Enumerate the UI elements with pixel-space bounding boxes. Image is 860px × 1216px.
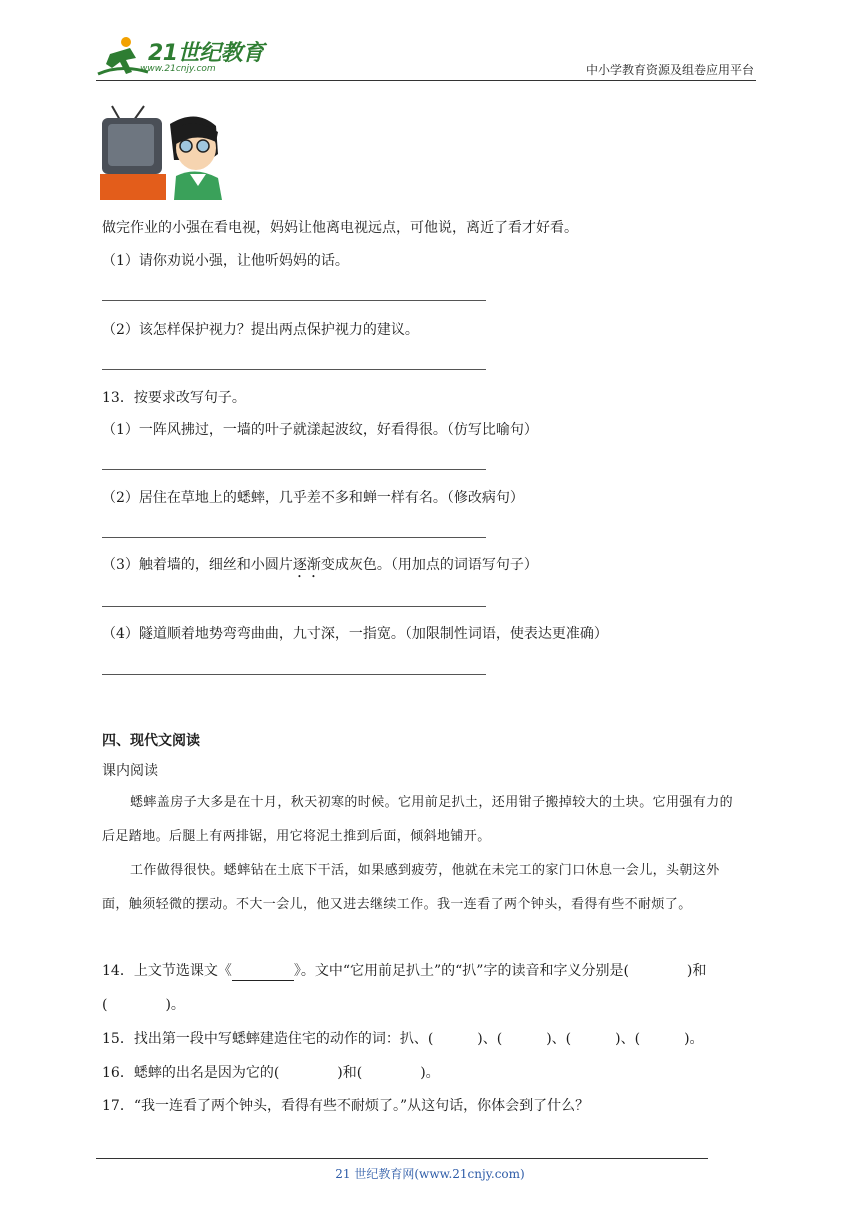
section-subtitle: 课内阅读	[102, 763, 158, 779]
page-footer: 21 世纪教育网(www.21cnjy.com)	[335, 1167, 525, 1181]
q14-text-a: 14．上文节选课文《	[102, 963, 232, 979]
answer-line[interactable]	[102, 300, 486, 301]
reading-paragraph-1: 蟋蟀盖房子大多是在十月，秋天初寒的时候。它用前足扒土，还用钳子搬掉较大的土块。它用强有力的后足踏地。后腿上有两排锯，用它将泥土推到后面，倾斜地铺开。	[102, 795, 734, 844]
q15-sep: )、(	[615, 1031, 641, 1047]
answer-line[interactable]	[102, 537, 486, 538]
logo-text: 21世纪教育	[148, 41, 264, 66]
boy-watching-tv-illustration	[100, 104, 222, 200]
pinyin-blank[interactable]	[629, 962, 687, 980]
q13-sub4: （4）隧道顺着地势弯弯曲曲，九寸深，一指宽。（加限制性词语，使表达更准确）	[102, 626, 608, 642]
answer-blank[interactable]	[362, 1064, 420, 1082]
q15-sep: )、(	[477, 1031, 503, 1047]
reading-paragraph-2: 工作做得很快。蟋蟀钻在土底下干活，如果感到疲劳，他就在未完工的家门口休息一会儿，头朝这外面，触须轻微的摆动。不大一会儿，他又进去继续工作。我一连看了两个钟头，看得有些不耐烦了。	[102, 863, 720, 912]
q13-sub3-pre: （3）触着墙的，细丝和小圆片	[102, 557, 293, 573]
answer-line[interactable]	[102, 469, 486, 470]
q14-line-1	[102, 962, 706, 981]
q14-text-b: 》。文中“它用前足扒土”的“扒”字的读音和字义分别是(	[293, 963, 629, 979]
answer-blank[interactable]	[571, 1030, 615, 1048]
q15-text-a: 15．找出第一段中写蟋蟀建造住宅的动作的词：扒、(	[102, 1031, 434, 1047]
q14-text-c: )和	[686, 963, 707, 979]
q17-text: 17．“我一连看了两个钟头，看得有些不耐烦了。”从这句话，你体会到了什么？	[102, 1098, 590, 1114]
answer-line[interactable]	[102, 674, 486, 675]
answer-line[interactable]	[102, 369, 486, 370]
q14-text-e: )。	[165, 997, 185, 1013]
answer-line[interactable]	[102, 606, 486, 607]
q14-line-2	[102, 996, 185, 1014]
title-blank[interactable]	[232, 962, 294, 981]
answer-blank[interactable]	[279, 1064, 337, 1082]
q16-text-a: 16．蟋蟀的出名是因为它的(	[102, 1065, 280, 1081]
logo-url: www.21cnjy.com	[140, 64, 216, 74]
dotted-words: 逐渐	[292, 557, 321, 573]
q13-sub3-post: 变成灰色。（用加点的词语写句子）	[320, 557, 538, 573]
q13-sub2: （2）居住在草地上的蟋蟀，几乎差不多和蝉一样有名。（修改病句）	[102, 490, 524, 506]
q13-sub3	[102, 556, 538, 581]
q15-sep: )、(	[546, 1031, 572, 1047]
platform-name: 中小学教育资源及组卷应用平台	[585, 63, 754, 77]
answer-blank[interactable]	[433, 1030, 477, 1048]
q16-text-b: )和(	[337, 1065, 363, 1081]
q12-sub1: （1）请你劝说小强，让他听妈妈的话。	[102, 253, 349, 269]
footer-divider	[96, 1158, 708, 1159]
q12-scenario: 做完作业的小强在看电视，妈妈让他离电视远点，可他说，离近了看才好看。	[102, 220, 578, 236]
q16-text-c: )。	[420, 1065, 440, 1081]
answer-blank[interactable]	[640, 1030, 684, 1048]
q15-line	[102, 1030, 704, 1048]
meaning-blank[interactable]	[107, 996, 165, 1014]
q16-line	[102, 1064, 440, 1082]
q13-title: 13．按要求改写句子。	[102, 390, 246, 406]
q15-end: )。	[684, 1031, 704, 1047]
site-logo	[96, 34, 266, 78]
page-header	[96, 34, 756, 81]
q14-text-d: (	[102, 997, 108, 1013]
section-title: 四、现代文阅读	[102, 733, 200, 749]
answer-blank[interactable]	[502, 1030, 546, 1048]
q12-sub2: （2）该怎样保护视力？提出两点保护视力的建议。	[102, 322, 419, 338]
q13-sub1: （1）一阵风拂过，一墙的叶子就漾起波纹，好看得很。（仿写比喻句）	[102, 422, 538, 438]
